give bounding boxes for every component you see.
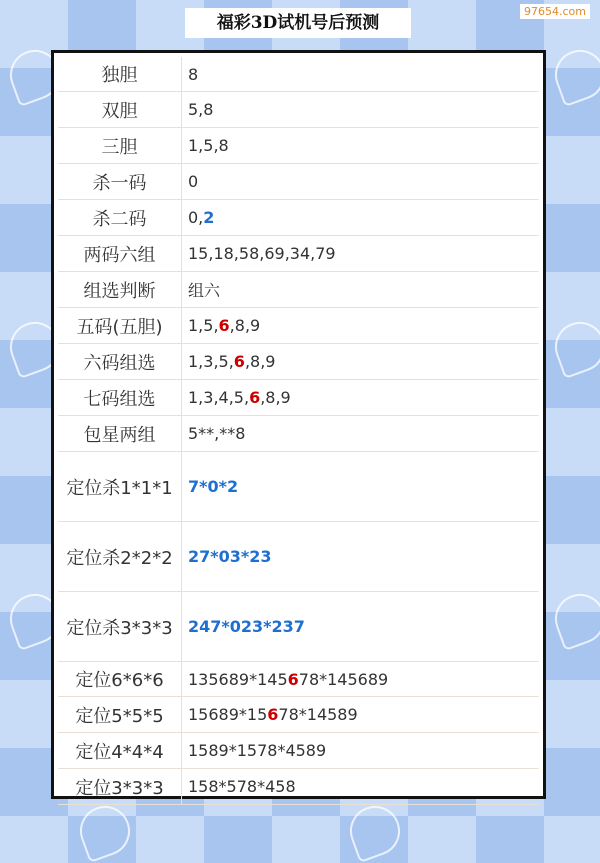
- table-row: [58, 272, 539, 308]
- row-value: [182, 344, 540, 380]
- table-row: [58, 522, 539, 592]
- row-label: 杀一码: [58, 164, 182, 200]
- value-text: 78*14589: [278, 705, 358, 724]
- value-text: 158*578*458: [188, 777, 296, 796]
- table-row: [58, 697, 539, 733]
- heart-decor-icon: [343, 799, 407, 863]
- table-row: [58, 164, 539, 200]
- value-text: 1,5,: [188, 316, 219, 335]
- value-text: 15689*15: [188, 705, 268, 724]
- row-value: [182, 522, 540, 592]
- row-value: [182, 128, 540, 164]
- highlight-value: 6: [249, 388, 261, 407]
- row-value: [182, 697, 540, 733]
- highlight-value: 6: [287, 669, 299, 689]
- row-value: [182, 236, 540, 272]
- value-text: ,8,9: [244, 352, 276, 371]
- row-label: 定位4*4*4: [58, 733, 182, 769]
- row-value: [182, 662, 540, 697]
- value-text: 1,3,5,: [188, 352, 234, 371]
- highlight-value: 27*03*23: [188, 547, 272, 566]
- value-text: 0: [188, 172, 199, 191]
- row-label: 两码六组: [58, 236, 182, 272]
- value-text: 1,5,8: [188, 136, 229, 155]
- table-row: [58, 662, 539, 697]
- row-label: 定位5*5*5: [58, 697, 182, 733]
- value-text: 5,8: [188, 100, 214, 119]
- value-text: 0,: [188, 208, 204, 227]
- value-text: 1,3,4,5,: [188, 388, 250, 407]
- prediction-panel: [51, 50, 546, 799]
- highlight-value: 2: [203, 208, 215, 227]
- table-row: [58, 308, 539, 344]
- value-text: 5**,**8: [188, 424, 246, 443]
- table-row: [58, 128, 539, 164]
- row-value: [182, 272, 540, 308]
- row-label: 定位杀3*3*3: [58, 592, 182, 662]
- value-text: ,8,9: [260, 388, 291, 407]
- row-label: 六码组选: [58, 344, 182, 380]
- value-text: 135689*145: [188, 669, 288, 689]
- row-label: 定位杀2*2*2: [58, 522, 182, 592]
- highlight-value: 6: [218, 316, 230, 335]
- value-text: 15,18,58,69,34,79: [188, 244, 336, 263]
- value-text: 组六: [188, 281, 221, 300]
- prediction-table: [58, 57, 539, 805]
- table-row: [58, 592, 539, 662]
- row-label: 三胆: [58, 128, 182, 164]
- row-label: 定位6*6*6: [58, 662, 182, 697]
- value-text: 8: [188, 64, 199, 84]
- row-value: [182, 733, 540, 769]
- value-text: 1589*1578*4589: [188, 741, 327, 760]
- row-label: 组选判断: [58, 272, 182, 308]
- table-row: [58, 236, 539, 272]
- row-value: [182, 416, 540, 452]
- row-label: 定位3*3*3: [58, 769, 182, 805]
- table-row: [58, 452, 539, 522]
- row-value: [182, 57, 540, 92]
- highlight-value: 247*023*237: [188, 617, 305, 636]
- table-row: [58, 344, 539, 380]
- heart-decor-icon: [548, 587, 600, 651]
- table-row: [58, 416, 539, 452]
- row-value: [182, 452, 540, 522]
- table-row: [58, 769, 539, 805]
- row-label: 独胆: [58, 57, 182, 92]
- highlight-value: 7*0*2: [188, 477, 239, 496]
- row-label: 五码(五胆): [58, 308, 182, 344]
- table-row: [58, 380, 539, 416]
- row-label: 双胆: [58, 92, 182, 128]
- row-value: [182, 769, 540, 805]
- row-value: [182, 200, 540, 236]
- heart-decor-icon: [548, 43, 600, 107]
- value-text: 78*145689: [298, 669, 389, 689]
- row-label: 定位杀1*1*1: [58, 452, 182, 522]
- value-text: ,8,9: [229, 316, 261, 335]
- row-label: 包星两组: [58, 416, 182, 452]
- row-label: 七码组选: [58, 380, 182, 416]
- highlight-value: 6: [267, 705, 279, 724]
- heart-decor-icon: [73, 799, 137, 863]
- table-row: [58, 57, 539, 92]
- site-watermark: 97654.com: [520, 4, 590, 19]
- row-value: [182, 164, 540, 200]
- page-title: 福彩3D试机号后预测: [185, 8, 411, 38]
- table-row: [58, 200, 539, 236]
- table-row: [58, 92, 539, 128]
- row-value: [182, 308, 540, 344]
- row-value: [182, 592, 540, 662]
- highlight-value: 6: [233, 352, 245, 371]
- row-label: 杀二码: [58, 200, 182, 236]
- row-value: [182, 92, 540, 128]
- heart-decor-icon: [548, 315, 600, 379]
- table-row: [58, 733, 539, 769]
- row-value: [182, 380, 540, 416]
